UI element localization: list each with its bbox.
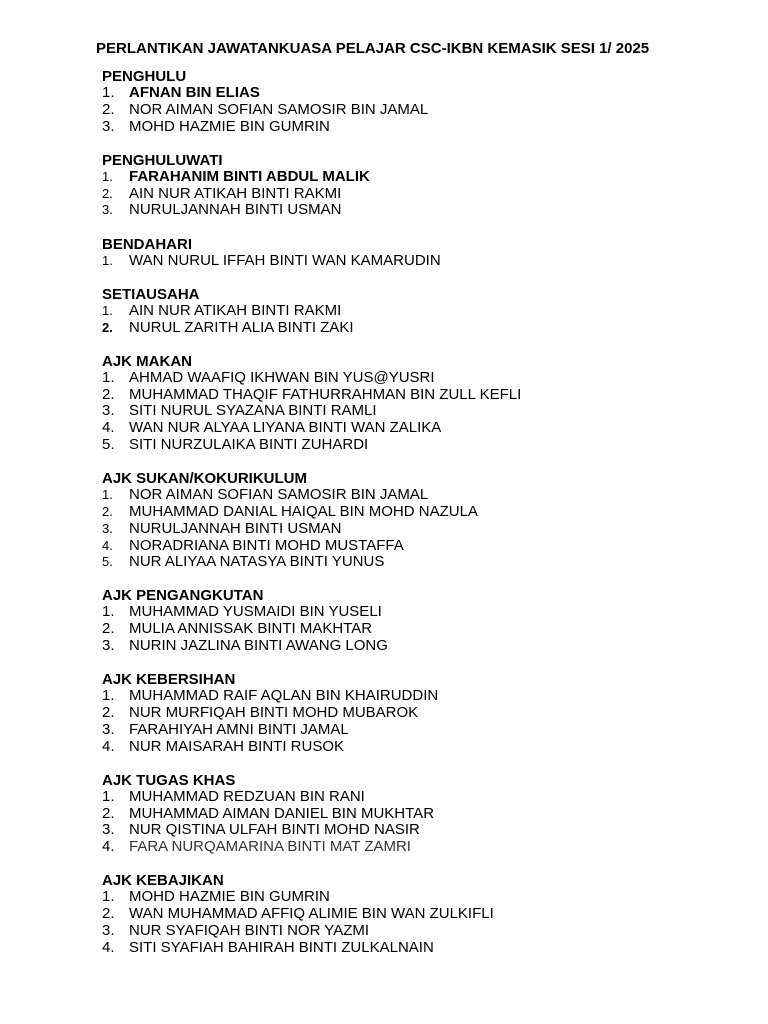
member-item: [102, 202, 742, 219]
member-number: 4.: [102, 537, 113, 553]
member-item: [102, 487, 742, 504]
member-name: AHMAD WAAFIQ IKHWAN BIN YUS@YUSRI: [129, 368, 435, 386]
member-number: 4.: [102, 419, 115, 437]
section-penghuluwati: [102, 152, 742, 219]
member-item: [102, 387, 742, 404]
member-number: 2.: [102, 100, 115, 118]
member-item: [102, 923, 742, 940]
section-title: PENGHULU: [102, 68, 187, 85]
member-number: 2.: [102, 804, 115, 822]
member-item: [102, 688, 742, 705]
member-item: [102, 169, 742, 186]
committee-sections: [102, 68, 742, 973]
member-number: 2.: [102, 185, 113, 201]
member-item: [102, 253, 742, 270]
member-name: NUR MAISARAH BINTI RUSOK: [129, 737, 345, 755]
member-item: [102, 85, 742, 102]
member-number: 5.: [102, 554, 113, 570]
member-item: [102, 638, 742, 655]
member-number: 1.: [102, 888, 115, 906]
member-name: NUR SYAFIQAH BINTI NOR YAZMI: [129, 922, 370, 940]
member-item: [102, 789, 742, 806]
member-item: [102, 119, 742, 136]
member-name: NURUL ZARITH ALIA BINTI ZAKI: [129, 318, 354, 336]
member-item: [102, 521, 742, 538]
member-item: [102, 504, 742, 521]
section-bendahari: [102, 236, 742, 270]
member-name: FARAHANIM BINTI ABDUL MALIK: [129, 167, 370, 185]
member-item: [102, 403, 742, 420]
member-item: [102, 186, 742, 203]
member-name: MOHD HAZMIE BIN GUMRIN: [129, 888, 330, 906]
section-title: AJK KEBERSIHAN: [102, 671, 236, 689]
member-number: 2.: [102, 704, 115, 722]
member-item: [102, 940, 742, 957]
member-item: [102, 705, 742, 722]
member-item: [102, 822, 742, 839]
member-number: 4.: [102, 838, 115, 856]
member-number: 1.: [102, 787, 115, 805]
member-name: NUR ALIYAA NATASYA BINTI YUNUS: [129, 553, 385, 571]
member-number: 1.: [102, 84, 115, 101]
member-name: NURULJANNAH BINTI USMAN: [129, 201, 342, 219]
member-number: 1.: [102, 368, 115, 386]
member-item: [102, 102, 742, 119]
section-title: SETIAUSAHA: [102, 285, 200, 303]
section-ajk-sukan-kokurikulum: [102, 470, 742, 571]
member-name: AIN NUR ATIKAH BINTI RAKMI: [129, 184, 342, 202]
member-number: 2.: [102, 385, 115, 403]
member-number: 2.: [102, 503, 113, 519]
member-name: FARA NURQAMARINA BINTI MAT ZAMRI: [129, 838, 411, 856]
member-item: [102, 303, 742, 320]
member-number: 3.: [102, 637, 115, 655]
member-name: NUR QISTINA ULFAH BINTI MOHD NASIR: [129, 821, 420, 839]
member-name: NURULJANNAH BINTI USMAN: [129, 519, 342, 537]
member-name: AFNAN BIN ELIAS: [129, 84, 260, 101]
member-name: NOR AIMAN SOFIAN SAMOSIR BIN JAMAL: [129, 100, 429, 118]
section-title: PENGHULUWATI: [102, 151, 223, 169]
member-name: WAN NURUL IFFAH BINTI WAN KAMARUDIN: [129, 251, 441, 269]
member-item: [102, 420, 742, 437]
member-number: 3.: [102, 402, 115, 420]
section-ajk-tugas-khas: [102, 772, 742, 856]
member-item: [102, 437, 742, 454]
member-number: 3.: [102, 520, 113, 536]
member-name: NORADRIANA BINTI MOHD MUSTAFFA: [129, 536, 404, 554]
member-item: [102, 889, 742, 906]
member-item: [102, 806, 742, 823]
section-ajk-pengangkutan: [102, 587, 742, 654]
member-name: FARAHIYAH AMNI BINTI JAMAL: [129, 720, 349, 738]
member-name: MULIA ANNISSAK BINTI MAKHTAR: [129, 620, 373, 638]
section-title: BENDAHARI: [102, 235, 192, 253]
section-title: AJK TUGAS KHAS: [102, 771, 236, 789]
section-title: AJK MAKAN: [102, 352, 192, 370]
section-penghulu: [102, 68, 742, 135]
member-name: MUHAMMAD DANIAL HAIQAL BIN MOHD NAZULA: [129, 502, 478, 520]
member-item: [102, 722, 742, 739]
member-number: 3.: [102, 922, 115, 940]
member-number: 4.: [102, 938, 115, 956]
member-item: [102, 604, 742, 621]
document-title: PERLANTIKAN JAWATANKUASA PELAJAR CSC-IKBN KEMASIK SESI 1/ 2025: [96, 40, 650, 57]
member-name: WAN MUHAMMAD AFFIQ ALIMIE BIN WAN ZULKIFLI: [129, 905, 494, 923]
member-item: [102, 320, 742, 337]
member-name: WAN NUR ALYAA LIYANA BINTI WAN ZALIKA: [129, 419, 442, 437]
member-number: 1.: [102, 252, 113, 268]
member-item: [102, 538, 742, 555]
member-name: SITI SYAFIAH BAHIRAH BINTI ZULKALNAIN: [129, 938, 434, 956]
member-name: NUR MURFIQAH BINTI MOHD MUBAROK: [129, 704, 419, 722]
member-number: 3.: [102, 117, 115, 135]
member-name: SITI NURZULAIKA BINTI ZUHARDI: [129, 435, 369, 453]
member-item: [102, 839, 742, 856]
member-name: MUHAMMAD THAQIF FATHURRAHMAN BIN ZULL KEFLI: [129, 385, 522, 403]
member-item: [102, 554, 742, 571]
member-name: MUHAMMAD REDZUAN BIN RANI: [129, 787, 365, 805]
member-number: 1.: [102, 487, 113, 503]
section-title: AJK KEBAJIKAN: [102, 872, 224, 890]
member-name: NOR AIMAN SOFIAN SAMOSIR BIN JAMAL: [129, 486, 429, 504]
member-item: [102, 906, 742, 923]
section-ajk-kebersihan: [102, 671, 742, 755]
member-item: [102, 739, 742, 756]
member-number: 3.: [102, 821, 115, 839]
member-name: MUHAMMAD AIMAN DANIEL BIN MUKHTAR: [129, 804, 435, 822]
member-item: [102, 621, 742, 638]
member-number: 1.: [102, 302, 113, 318]
member-number: 2.: [102, 319, 113, 335]
member-name: NURIN JAZLINA BINTI AWANG LONG: [129, 637, 388, 655]
member-number: 1.: [102, 168, 113, 184]
member-number: 4.: [102, 737, 115, 755]
member-name: SITI NURUL SYAZANA BINTI RAMLI: [129, 402, 377, 420]
member-name: MOHD HAZMIE BIN GUMRIN: [129, 117, 330, 135]
section-title: AJK SUKAN/KOKURIKULUM: [102, 470, 307, 488]
section-ajk-kebajikan: [102, 872, 742, 956]
member-number: 3.: [102, 202, 113, 218]
member-name: AIN NUR ATIKAH BINTI RAKMI: [129, 301, 342, 319]
member-number: 3.: [102, 720, 115, 738]
member-name: MUHAMMAD YUSMAIDI BIN YUSELI: [129, 603, 382, 621]
member-number: 1.: [102, 687, 115, 705]
section-setiausaha: [102, 286, 742, 337]
member-number: 2.: [102, 905, 115, 923]
member-number: 2.: [102, 620, 115, 638]
member-item: [102, 370, 742, 387]
member-number: 1.: [102, 603, 115, 621]
member-name: MUHAMMAD RAIF AQLAN BIN KHAIRUDDIN: [129, 687, 439, 705]
section-title: AJK PENGANGKUTAN: [102, 587, 264, 605]
member-number: 5.: [102, 435, 115, 453]
section-ajk-makan: [102, 353, 742, 454]
